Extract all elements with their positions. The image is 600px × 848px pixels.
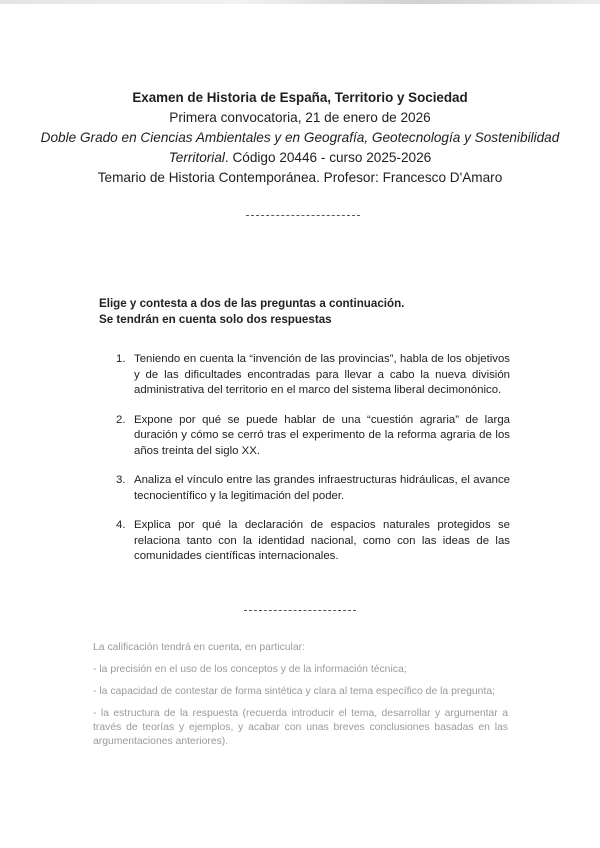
- question-number: 2.: [116, 413, 126, 426]
- exam-session: Primera convocatoria, 21 de enero de 2026: [169, 110, 431, 125]
- instruction-line-2: Se tendrán en cuenta solo dos respuestas: [99, 313, 332, 326]
- question-list: [116, 352, 510, 565]
- question-text: Expone por qué se puede hablar de una “cuestión agraria” de larga duración y cómo se cerró tras el experimento de la reforma agraria de los años treinta del siglo XX.: [134, 413, 510, 457]
- section-divider-top: [246, 215, 360, 216]
- grading-criteria: [93, 641, 508, 757]
- question-number: 3.: [116, 474, 126, 486]
- exam-instructions: [99, 296, 519, 328]
- exam-syllabus: Temario de Historia Contemporánea. Profesor: Francesco D'Amaro: [97, 170, 503, 185]
- section-divider-bottom: [244, 610, 356, 611]
- exam-degree: [40, 128, 560, 168]
- exam-header: [40, 88, 560, 188]
- question-item: [116, 352, 510, 399]
- course-code: . Código 20446 - curso 2025-2026: [224, 150, 432, 165]
- exam-title: Examen de Historia de España, Territorio y Sociedad: [132, 90, 468, 105]
- degree-name: Doble Grado en Ciencias Ambientales y en Geografía, Geotecnología y Sostenibilidad Territorial: [40, 130, 560, 165]
- grading-item: - la precisión en el uso de los conceptos y de la información técnica;: [93, 664, 407, 675]
- instruction-line-1: Elige y contesta a dos de las preguntas a continuación.: [99, 297, 405, 310]
- scan-edge: [0, 0, 600, 4]
- question-text: Explica por qué la declaración de espacios naturales protegidos se relaciona tanto con la identidad nacional, como con las ideas de las comunidades científicas internacionales.: [134, 519, 510, 562]
- question-text: Teniendo en cuenta la “invención de las provincias”, habla de los objetivos y de las dificultades encontradas para llevar a cabo la nueva división administrativa del territorio en el marco del sistema liberal decimonónico.: [134, 353, 510, 396]
- question-number: 4.: [116, 519, 126, 531]
- question-item: [116, 473, 510, 504]
- question-text: Analiza el vínculo entre las grandes infraestructuras hidráulicas, el avance tecnocientífico y la legitimación del poder.: [134, 474, 510, 502]
- grading-item: - la estructura de la respuesta (recuerda introducir el tema, desarrollar y argumentar a través de teorías y ejemplos, y acabar con unas breves conclusiones basadas en las argumentaciones anteriores).: [93, 708, 508, 747]
- question-item: [116, 518, 510, 565]
- grading-item: - la capacidad de contestar de forma sintética y clara al tema específico de la pregunta;: [93, 686, 495, 697]
- question-number: 1.: [116, 353, 126, 365]
- grading-intro: La calificación tendrá en cuenta, en particular:: [93, 642, 305, 653]
- question-item: [116, 413, 510, 460]
